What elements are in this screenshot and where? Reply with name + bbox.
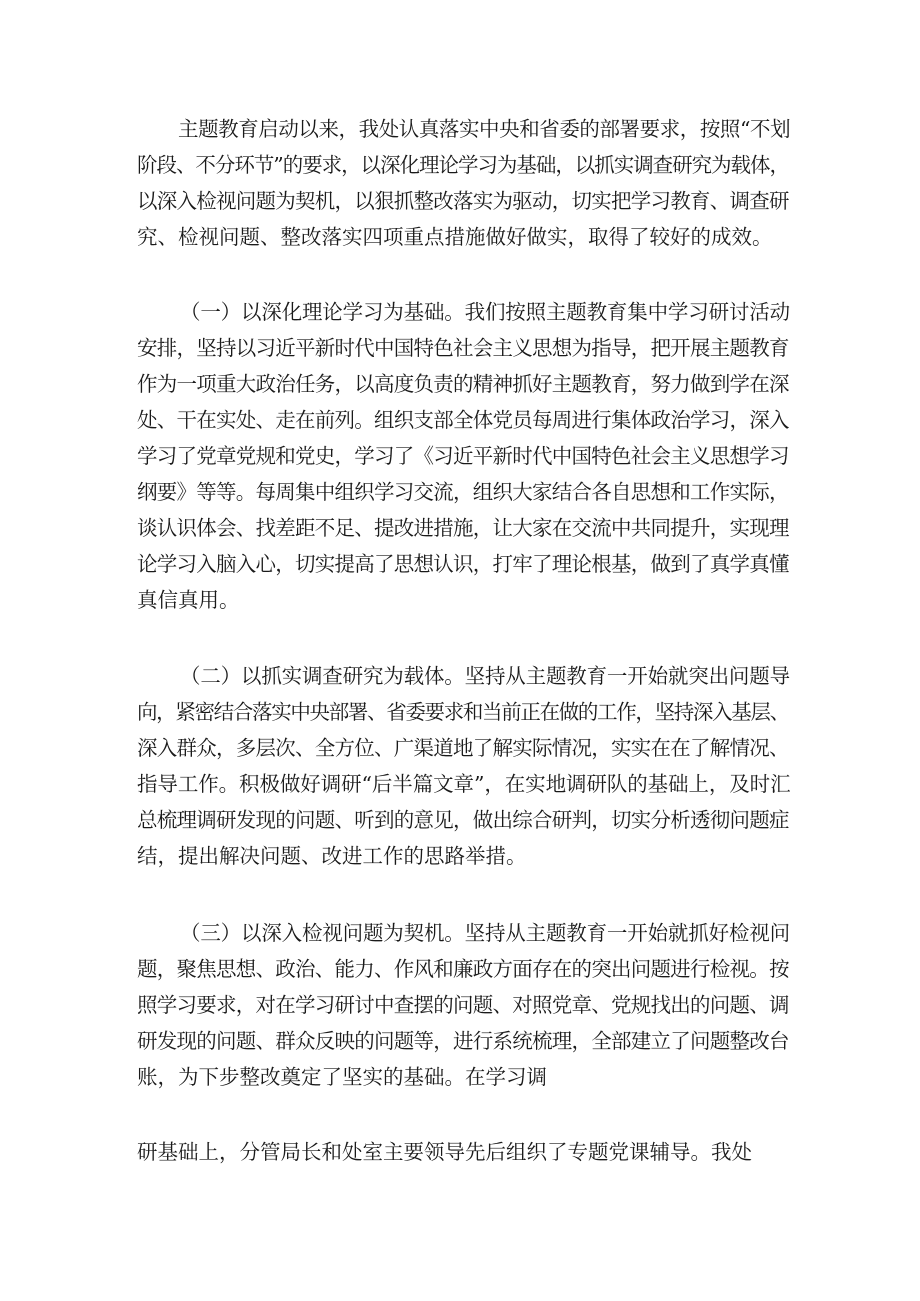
section1-line: 真信真用。 <box>137 588 240 612</box>
section3-line: 账，为下步整改奠定了坚实的基础。在学习调 <box>137 1065 547 1089</box>
intro-line: 阶段、不分环节”的要求，以深化理论学习为基础，以抓实调查研究为载体， <box>137 153 789 177</box>
section2-line: 指导工作。积极做好调研“后半篇文章”，在实地调研队的基础上，及时汇 <box>137 772 791 796</box>
continuation-line: 研基础上，分管局长和处室主要领导先后组织了专题党课辅导。我处 <box>137 1140 752 1164</box>
intro-line: 以深入检视问题为契机，以狠抓整改落实为驱动，切实把学习教育、调查研 <box>137 189 789 213</box>
section1-line: 纲要》等等。每周集中组织学习交流，组织大家结合各自思想和工作实际， <box>137 480 789 504</box>
section2-line: 结，提出解决问题、改进工作的思路举措。 <box>137 844 527 868</box>
section2-line: 向，紧密结合落实中央部署、省委要求和当前正在做的工作，坚持深入基层、 <box>137 700 789 724</box>
section1-line: 学习了党章党规和党史，学习了《习近平新时代中国特色社会主义思想学习 <box>137 444 789 468</box>
section1-line: 论学习入脑入心，切实提高了思想认识，打牢了理论根基，做到了真学真懂 <box>137 552 789 576</box>
section3-line: 研发现的问题、群众反映的问题等，进行系统梳理，全部建立了问题整改台 <box>137 1029 789 1053</box>
section3-line: 题，聚焦思想、政治、能力、作风和廉政方面存在的突出问题进行检视。按 <box>137 957 789 981</box>
section2-line: （二）以抓实调查研究为载体。坚持从主题教育一开始就突出问题导 <box>180 664 790 688</box>
intro-line: 究、检视问题、整改落实四项重点措施做好做实，取得了较好的成效。 <box>137 225 773 249</box>
section1-line: 处、干在实处、走在前列。组织支部全体党员每周进行集体政治学习，深入 <box>137 408 789 432</box>
section3-line: 照学习要求，对在学习研讨中查摆的问题、对照党章、党规找出的问题、调 <box>137 993 789 1017</box>
section1-line: 作为一项重大政治任务，以高度负责的精神抓好主题教育，努力做到学在深 <box>137 372 789 396</box>
section2-line: 总梳理调研发现的问题、听到的意见，做出综合研判，切实分析透彻问题症 <box>137 808 789 832</box>
section3-line: （三）以深入检视问题为契机。坚持从主题教育一开始就抓好检视问 <box>180 921 790 945</box>
section1-line: （一）以深化理论学习为基础。我们按照主题教育集中学习研讨活动 <box>180 300 790 324</box>
section2-line: 深入群众，多层次、全方位、广渠道地了解实际情况，实实在在了解情况、 <box>137 736 789 760</box>
intro-line: 主题教育启动以来，我处认真落实中央和省委的部署要求，按照“不划 <box>178 117 791 141</box>
section1-line: 安排，坚持以习近平新时代中国特色社会主义思想为指导，把开展主题教育 <box>137 336 789 360</box>
section1-line: 谈认识体会、找差距不足、提改进措施，让大家在交流中共同提升，实现理 <box>137 516 789 540</box>
